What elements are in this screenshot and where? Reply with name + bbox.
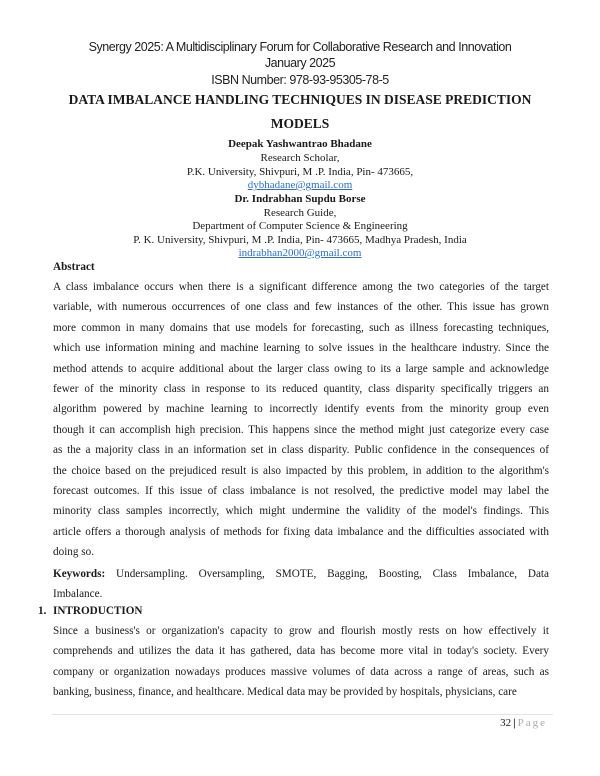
text-line: which use information mining and machine learning to solve issues in the healthcare industry. Since the — [53, 342, 549, 355]
conference-name: Synergy 2025: A Multidisciplinary Forum for Collaborative Research and Innovation — [88, 40, 512, 54]
paper-title-line1: DATA IMBALANCE HANDLING TECHNIQUES IN DISEASE PREDICTION — [68, 92, 532, 107]
text-line: fewer of the minority class in response to its reduced quantity, class disparity specifically triggers an — [53, 383, 549, 395]
text-line: doing so. — [53, 546, 95, 559]
text-line: as the a majority class in an information set in class disparity. Public confidence in the consequences of — [53, 444, 549, 457]
keywords-line1 — [53, 568, 549, 580]
page-footer — [500, 717, 547, 729]
text-line: algorithm powered by machine learning to incorrectly identify events from the minority group even — [53, 403, 549, 416]
page-label: Page — [517, 717, 547, 729]
text-line: though it can accomplish high precision. This happens since the method might just categorize every case — [53, 423, 549, 436]
text-line: comprehends and utilizes the data it has gathered, data has become more vital in today's society. Every — [53, 645, 549, 658]
text-line: more common in many domains that use models for forecasting, such as illness forecasting techniques, — [53, 321, 549, 334]
text-line: A class imbalance occurs when there is a significant difference among the two categories of the target — [53, 281, 549, 293]
text-line: the choice based on the prejudiced result is also impacted by this problem, in addition to the algorithm's — [53, 464, 549, 477]
author2-affiliation: P. K. University, Shivpuri, M .P. India, Pin- 473665, Madhya Pradesh, India — [133, 234, 467, 246]
author1-email-link[interactable]: dybhadane@gmail.com — [247, 179, 353, 191]
author1-affiliation: P.K. University, Shivpuri, M .P. India, Pin- 473665, — [186, 166, 414, 178]
author2-name: Dr. Indrabhan Supdu Borse — [234, 193, 366, 205]
abstract-heading: Abstract — [53, 261, 95, 273]
text-line: banking, business, finance, and healthcare. Medical data may be provided by hospitals, physicians, care — [53, 686, 517, 699]
page-separator: | — [513, 717, 516, 729]
page-number: 32 — [500, 717, 512, 729]
text-line: Since a business's or organization's capacity to grow and flourish mostly rests on how effectively it — [53, 625, 549, 637]
author1-name: Deepak Yashwantrao Bhadane — [228, 138, 372, 150]
text-line: variable, with numerous occurrences of one class and few instances of the other. This issue has grown — [53, 301, 549, 314]
author1-role: Research Scholar, — [260, 152, 340, 164]
footer-rule — [52, 714, 553, 715]
intro-heading: INTRODUCTION — [53, 605, 143, 617]
text-line: method attends to acquire additional about the larger class owing to its a large sample and acknowledge — [53, 362, 549, 375]
paper-title-line2: MODELS — [270, 116, 330, 131]
keywords-label: Keywords: — [53, 568, 106, 580]
author2-department: Department of Computer Science & Engineering — [192, 220, 408, 232]
author2-email-link[interactable]: indrabhan2000@gmail.com — [238, 247, 362, 259]
conference-date: January 2025 — [264, 56, 336, 70]
text-line: forecast outcomes. If this issue of class imbalance is not resolved, the predictive model may label the — [53, 485, 549, 497]
keywords-line2: Imbalance. — [53, 588, 103, 600]
isbn: ISBN Number: 978-93-95305-78-5 — [211, 73, 389, 87]
text-line: article offers a thorough analysis of methods for fixing data imbalance and the difficulties associated with — [53, 525, 549, 538]
text-line: company or organization nowadays produces massive volumes of data across a range of areas, such as — [53, 665, 549, 678]
text-line: minority class samples incorrectly, which might undermine the validity of the model's findings. This — [53, 505, 549, 518]
intro-number: 1. — [38, 605, 47, 617]
author2-role: Research Guide, — [263, 207, 337, 219]
keywords-text: Undersampling. Oversampling, SMOTE, Bagging, Boosting, Class Imbalance, Data — [116, 568, 549, 580]
